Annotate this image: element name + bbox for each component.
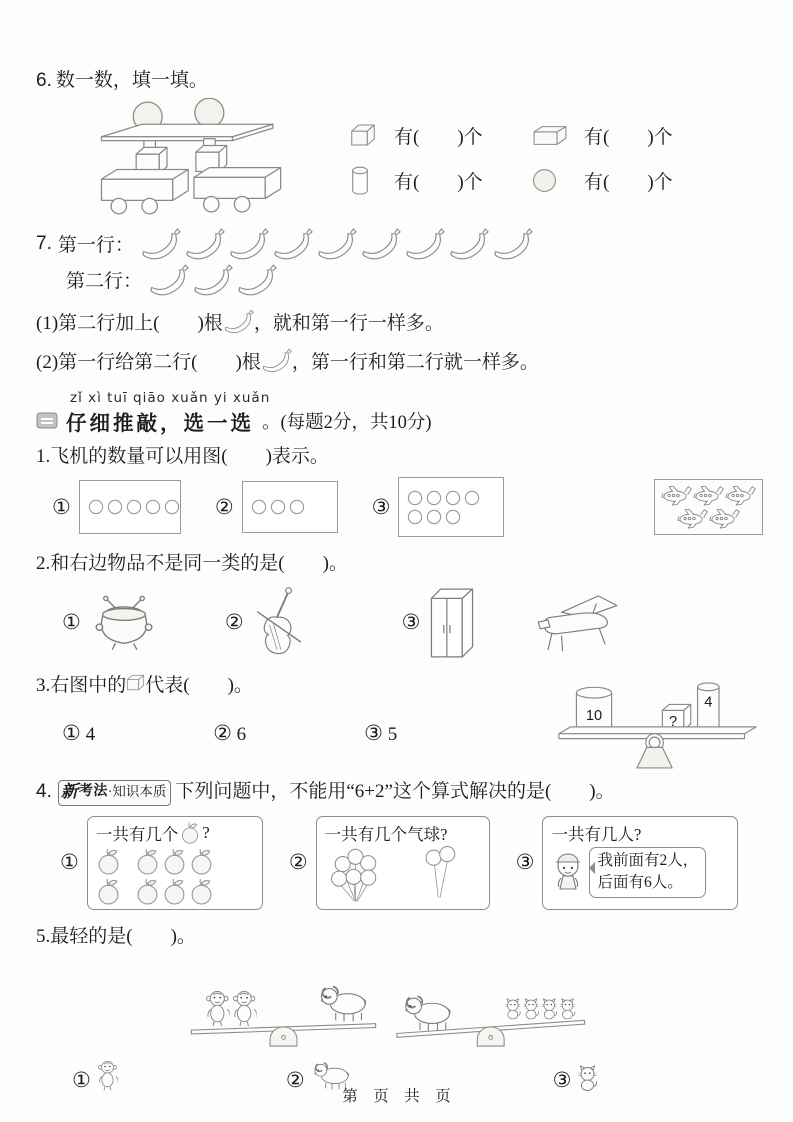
cube-icon xyxy=(350,123,376,147)
question-2-options xyxy=(36,583,763,663)
apple-grid xyxy=(96,848,254,905)
question-7 xyxy=(36,228,763,374)
banana-icon xyxy=(272,228,313,260)
banana-row-2 xyxy=(148,264,277,296)
circle-row xyxy=(88,499,180,515)
circle-icon xyxy=(426,490,442,506)
question-7-sub-1 xyxy=(36,308,763,335)
apple-group-left xyxy=(96,878,121,905)
drum-icon xyxy=(89,592,159,654)
banana-icon xyxy=(448,228,489,260)
choice-question-2 xyxy=(36,551,763,663)
question-1-text: 1.飞机的数量可以用图( )表示。 xyxy=(36,445,329,467)
option-1-value: 4 xyxy=(85,723,96,745)
option-1 xyxy=(62,720,96,746)
apple-group-right xyxy=(135,878,214,905)
seesaw-ram-vs-cats xyxy=(392,952,600,1048)
question-7-sub-2 xyxy=(36,347,763,374)
option-1 xyxy=(52,480,181,534)
question-6-number: 6. xyxy=(36,70,52,91)
question-4-prompt: 下列问题中，不能用“6+2”这个算式解决的是( )。 xyxy=(175,780,615,802)
balloons-box xyxy=(316,816,490,910)
badge-prefix: 新 xyxy=(60,781,78,801)
apple-group-left xyxy=(96,848,121,875)
banana-row-2-line xyxy=(66,264,763,296)
circle-icon xyxy=(88,499,104,515)
option-1 xyxy=(60,816,263,910)
circle-icon xyxy=(251,499,267,515)
section-score-note: 。(每题2分，共10分) xyxy=(262,412,432,433)
apple-icon xyxy=(135,878,160,905)
option-1-label: ① xyxy=(62,610,81,635)
choice-question-4 xyxy=(36,779,763,910)
row2-label: 第二行： xyxy=(66,271,143,293)
airplane-icon xyxy=(693,485,724,506)
option-3 xyxy=(516,816,739,910)
airplanes-panel xyxy=(654,479,763,535)
circle-icon xyxy=(426,509,442,525)
option-2 xyxy=(215,481,338,533)
apple-icon xyxy=(96,878,121,905)
question-3-text-post: 代表( )。 xyxy=(145,674,253,696)
sub1-text-post: ，就和第一行一样多。 xyxy=(253,312,444,334)
option-3-label: ③ xyxy=(364,720,383,745)
speech-line-2: 后面有6人。 xyxy=(597,874,683,892)
question-4-text xyxy=(36,779,763,806)
balance-right-value: 4 xyxy=(704,694,713,711)
question-6-text xyxy=(36,68,763,94)
option-2 xyxy=(225,583,306,663)
circle-icon xyxy=(445,490,461,506)
option-2 xyxy=(213,720,247,746)
airplane-icon xyxy=(677,508,708,529)
apple-icon xyxy=(96,848,121,875)
people-box xyxy=(542,816,738,910)
option-2-label: ② xyxy=(224,610,244,635)
question-4-number: 4. xyxy=(36,780,52,802)
cube-icon xyxy=(126,674,145,691)
ram-figure xyxy=(322,986,366,1020)
banana-icon xyxy=(184,228,225,260)
apple-icon xyxy=(162,878,187,905)
banana-icon xyxy=(148,264,189,296)
banana-row-1-line xyxy=(36,228,763,260)
option-3 xyxy=(402,586,477,660)
apple-icon xyxy=(189,878,214,905)
circle-row-top xyxy=(407,490,480,506)
speech-bubble xyxy=(589,847,706,898)
toy-carts-figure xyxy=(88,98,324,216)
apple-icon xyxy=(162,848,187,875)
question-3-text xyxy=(36,673,553,699)
ram-figure xyxy=(406,996,450,1030)
option-3 xyxy=(364,720,398,746)
banana-icon xyxy=(140,228,181,260)
balance-scale-figure xyxy=(553,673,763,771)
cuboid-icon xyxy=(532,124,568,147)
option-2-label: ② xyxy=(214,494,234,519)
choice-question-1 xyxy=(36,444,763,538)
apple-group-right xyxy=(135,848,214,875)
plane-row-bottom xyxy=(677,508,740,529)
page-footer: 第 页 共 页 xyxy=(342,1088,451,1105)
sphere-count-blank: 有( )个 xyxy=(584,171,673,193)
banana-icon xyxy=(261,348,292,373)
circle-icon xyxy=(107,499,123,515)
cylinder-count-blank: 有( )个 xyxy=(394,171,483,193)
option-1-label: ① xyxy=(62,720,81,745)
option-3 xyxy=(372,477,505,537)
banana-icon xyxy=(360,228,401,260)
question-6-body xyxy=(88,98,763,216)
cube-count-blank: 有( )个 xyxy=(394,126,483,148)
apples-title-pre: 一共有几个 xyxy=(95,824,179,844)
option-1-label: ① xyxy=(52,494,71,519)
circle-box-3 xyxy=(398,477,504,537)
people-box-body xyxy=(551,847,729,898)
wardrobe-icon xyxy=(428,586,476,660)
option-2 xyxy=(289,816,490,910)
question-6 xyxy=(36,68,763,216)
sphere-icon xyxy=(532,168,557,193)
question-2-text: 2.和右边物品不是同一类的是( )。 xyxy=(36,553,348,575)
sub2-text-post: ，第一行和第二行就一样多。 xyxy=(291,351,539,373)
balloons-figure xyxy=(325,845,475,905)
banana-icon xyxy=(223,309,254,334)
badge-rest: ·知识本质 xyxy=(107,784,167,800)
question-3-left xyxy=(36,673,553,746)
banana-icon xyxy=(236,264,277,296)
option-1 xyxy=(62,592,159,654)
option-2-label: ② xyxy=(213,720,232,745)
airplane-icon xyxy=(709,508,740,529)
circle-icon xyxy=(164,499,180,515)
circle-box-2 xyxy=(242,481,338,533)
section-header xyxy=(36,390,763,436)
circle-icon xyxy=(126,499,142,515)
banana-icon xyxy=(492,228,533,260)
cuboid-count-blank: 有( )个 xyxy=(584,126,673,148)
apples-title-post: ? xyxy=(202,822,210,842)
option-3-label: ③ xyxy=(371,494,391,519)
section-title-line xyxy=(36,406,763,436)
plane-row-top xyxy=(661,485,756,506)
monkey-group xyxy=(207,991,257,1026)
apple-row xyxy=(96,848,254,875)
circle-icon xyxy=(407,490,423,506)
balance-cube-value: ? xyxy=(669,713,678,730)
apple-icon xyxy=(180,822,200,844)
question-3-options xyxy=(36,720,553,746)
question-6-prompt: 数一数，填一填。 xyxy=(55,70,208,91)
circle-icon xyxy=(145,499,161,515)
question-7-number: 7. xyxy=(36,232,52,254)
question-5-text: 5.最轻的是( )。 xyxy=(36,925,196,947)
row1-label: 第一行： xyxy=(57,235,134,257)
circle-box-1 xyxy=(79,480,181,534)
apples-box xyxy=(87,816,263,910)
new-method-badge xyxy=(58,780,172,806)
option-3-label: ③ xyxy=(515,850,535,875)
question-6-answers xyxy=(350,122,724,196)
section-booklet-icon xyxy=(36,412,58,429)
section-pinyin: zǐ xì tuī qiāo xuǎn yi xuǎn xyxy=(70,389,271,406)
option-1-label: ① xyxy=(60,850,79,875)
seesaw-figures xyxy=(184,952,763,1048)
apple-icon xyxy=(189,848,214,875)
banana-icon xyxy=(192,264,233,296)
circle-icon xyxy=(270,499,286,515)
speech-line-1: 我前面有2人， xyxy=(597,851,699,869)
violin-icon xyxy=(252,583,306,663)
circle-icon xyxy=(407,509,423,525)
choice-question-5 xyxy=(36,924,763,1091)
section-title: 仔细推敲，选一选 xyxy=(66,412,254,435)
airplane-icon xyxy=(725,485,756,506)
circle-icon xyxy=(289,499,305,515)
question-3-text-pre: 3.右图中的 xyxy=(36,674,127,696)
option-3-label: ③ xyxy=(401,610,421,635)
apple-icon xyxy=(135,848,160,875)
circle-row xyxy=(251,499,305,515)
option-3-label: ③ xyxy=(552,1067,572,1092)
choice-question-3 xyxy=(36,673,763,771)
seesaw-monkeys-vs-ram xyxy=(184,952,384,1048)
cylinder-icon xyxy=(350,165,370,196)
circle-icon xyxy=(445,509,461,525)
banana-icon xyxy=(404,228,445,260)
balance-left-value: 10 xyxy=(585,707,603,724)
option-2-label: ② xyxy=(285,1067,305,1092)
sub1-text-pre: (1)第二行加上( )根 xyxy=(36,312,223,334)
airplane-icon xyxy=(661,485,692,506)
banana-icon xyxy=(316,228,357,260)
people-box-title: 一共有几人? xyxy=(551,824,642,844)
banana-icon xyxy=(228,228,269,260)
apple-row xyxy=(96,878,254,905)
piano-figure xyxy=(534,591,624,655)
sub2-text-pre: (2)第一行给第二行( )根 xyxy=(36,351,261,373)
balloons-box-title: 一共有几个气球? xyxy=(324,824,448,844)
circle-row-bottom xyxy=(407,509,461,525)
question-4-options xyxy=(36,816,763,910)
cat-group xyxy=(505,998,574,1018)
question-1-options xyxy=(36,477,763,537)
option-3-value: 5 xyxy=(387,723,398,745)
option-2-label: ② xyxy=(288,850,308,875)
boy-icon xyxy=(551,849,585,895)
option-1-label: ① xyxy=(72,1067,91,1092)
banana-row-1 xyxy=(140,228,533,260)
apples-box-title xyxy=(96,821,254,845)
badge-bold: 考法 xyxy=(78,783,108,799)
option-2-value: 6 xyxy=(236,723,247,745)
circle-icon xyxy=(464,490,480,506)
